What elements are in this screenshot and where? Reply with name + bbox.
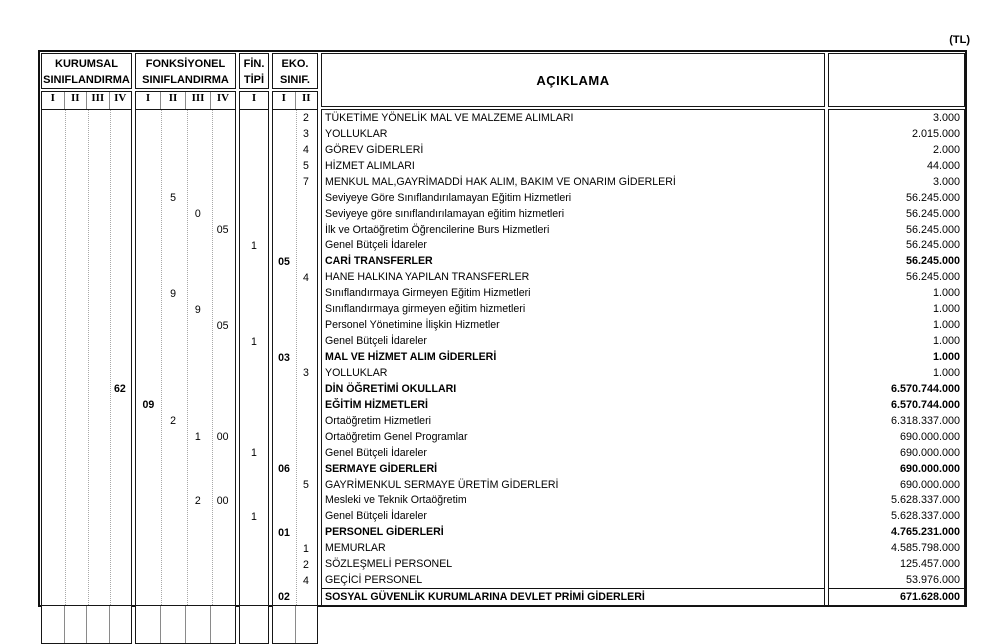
- fonksiyonel-code-row: [136, 110, 235, 126]
- eko-sinif-code-row: [273, 381, 317, 397]
- kurumsal-code-row: [42, 397, 131, 413]
- fin-tipi-code-row: [240, 350, 268, 366]
- amount-row: 56.245.000: [905, 255, 960, 268]
- aciklama-column-header: [321, 53, 825, 107]
- fin-tipi-code-row: [240, 238, 268, 254]
- amount-row: 3.000: [932, 111, 960, 124]
- amount-row: 56.245.000: [905, 271, 960, 284]
- fonksiyonel-code-row: [136, 589, 235, 605]
- fin-tipi-code-row: [240, 366, 268, 382]
- eko-sinif-code-row: [273, 445, 317, 461]
- fonksiyonel-group-header: [135, 53, 236, 89]
- aciklama-row: HİZMET ALIMLARI: [325, 159, 415, 172]
- kurumsal-code-row: [42, 557, 131, 573]
- eko-sinif-code-row: [273, 110, 317, 126]
- eko-sinif-code-row: [273, 525, 317, 541]
- amount-row: 1.000: [932, 287, 960, 300]
- aciklama-row: Sınıflandırmaya girmeyen eğitim hizmetleri: [325, 303, 526, 316]
- aciklama-row: Genel Bütçeli İdareler: [325, 446, 427, 459]
- kurumsal-code-row: [42, 366, 131, 382]
- fonksiyonel-code-row: [136, 318, 235, 334]
- eko-sinif-code-row-cell: 5: [303, 159, 309, 172]
- fonksiyonel-code-row: [136, 429, 235, 445]
- kurumsal-code-row: [42, 238, 131, 254]
- amount-row: 2.015.000: [911, 127, 960, 140]
- amount-column: [828, 109, 965, 606]
- fonksiyonel-level-ii: II: [160, 92, 185, 643]
- amount-row: 4.585.798.000: [890, 542, 960, 555]
- fin-tipi-code-row: [240, 477, 268, 493]
- fin-tipi-code-row: [240, 525, 268, 541]
- fin-tipi-code-row: [240, 174, 268, 190]
- eko-sinif-code-row: [273, 429, 317, 445]
- amount-row: 56.245.000: [905, 223, 960, 236]
- fin-tipi-code-row: [240, 126, 268, 142]
- fonksiyonel-code-row: [136, 158, 235, 174]
- eko-sinif-code-row: [273, 206, 317, 222]
- amount-row: 690.000.000: [899, 430, 960, 443]
- aciklama-row: SÖZLEŞMELİ PERSONEL: [325, 558, 453, 571]
- fin-tipi-code-row: [240, 429, 268, 445]
- kurumsal-code-row: [42, 142, 131, 158]
- eko-sinif-code-row: [273, 589, 317, 605]
- fin-tipi-code-row: [240, 254, 268, 270]
- amount-row: 671.628.000: [829, 588, 964, 605]
- kurumsal-code-row: [42, 302, 131, 318]
- fonksiyonel-code-row-cell: 00: [216, 495, 229, 508]
- kurumsal-code-row: [42, 461, 131, 477]
- aciklama-row: Genel Bütçeli İdareler: [325, 335, 427, 348]
- eko-sinif-code-row-cell: 06: [278, 463, 290, 476]
- kurumsal-code-row: [42, 509, 131, 525]
- fonksiyonel-code-row-cell: 00: [216, 431, 229, 444]
- amount-row: 1.000: [932, 303, 960, 316]
- budget-classification-table: [38, 50, 967, 607]
- fonksiyonel-code-row: [136, 493, 235, 509]
- eko-sinif-code-row-cell: 5: [303, 479, 309, 492]
- eko-sinif-code-row: [273, 158, 317, 174]
- fonksiyonel-level-i: I: [145, 92, 151, 104]
- amount-row: 44.000: [926, 159, 960, 172]
- aciklama-row: YOLLUKLAR: [325, 127, 388, 140]
- fonksiyonel-code-row-cell: 05: [216, 319, 229, 332]
- fonksiyonel-code-row: [136, 254, 235, 270]
- fonksiyonel-code-row: [136, 142, 235, 158]
- eko-sinif-code-row: [273, 238, 317, 254]
- fin-tipi-code-row-cell: 1: [251, 447, 257, 460]
- eko-sinif-group-header: [272, 53, 318, 89]
- aciklama-row: Ortaöğretim Hizmetleri: [325, 414, 431, 427]
- aciklama-row: Ortaöğretim Genel Programlar: [325, 430, 468, 443]
- kurumsal-code-row: [42, 110, 131, 126]
- fonksiyonel-level-iii: III: [185, 92, 210, 643]
- kurumsal-code-row: [42, 222, 131, 238]
- kurumsal-code-row: [42, 525, 131, 541]
- fin-tipi-code-row: [240, 509, 268, 525]
- kurumsal-code-row: [42, 589, 131, 605]
- aciklama-row: YOLLUKLAR: [325, 366, 388, 379]
- amount-row: 6.570.744.000: [890, 382, 960, 395]
- kurumsal-title-line1: KURUMSAL: [55, 58, 118, 70]
- kurumsal-code-row: [42, 381, 131, 397]
- eko-sinif-code-row: [273, 461, 317, 477]
- amount-row: 6.318.337.000: [890, 414, 960, 427]
- kurumsal-code-row: [42, 429, 131, 445]
- eko-sinif-code-row: [273, 174, 317, 190]
- eko-sinif-code-row: [273, 509, 317, 525]
- amount-row: 1.000: [932, 366, 960, 379]
- eko-sinif-code-row-cell: 4: [303, 575, 309, 588]
- aciklama-row: CARİ TRANSFERLER: [325, 255, 433, 268]
- eko-sinif-code-row: [273, 397, 317, 413]
- kurumsal-code-row: [42, 493, 131, 509]
- amount-row: 1.000: [932, 335, 960, 348]
- eko-sinif-code-row-cell: 4: [303, 271, 309, 284]
- fonksiyonel-code-row: [136, 222, 235, 238]
- fonksiyonel-code-row-cell: 9: [194, 303, 201, 316]
- fin-title-line1: FİN.: [243, 58, 265, 70]
- aciklama-row: PERSONEL GİDERLERİ: [325, 526, 444, 539]
- eko-sinif-code-row: [273, 190, 317, 206]
- aciklama-row: Mesleki ve Teknik Ortaöğretim: [325, 494, 467, 507]
- eko-sinif-code-row: [273, 270, 317, 286]
- fonksiyonel-code-row: [136, 445, 235, 461]
- eko-sinif-code-row-cell: 4: [303, 143, 309, 156]
- eko-sinif-code-row-cell: 01: [278, 527, 290, 540]
- fin-tipi-code-row: [240, 142, 268, 158]
- fonksiyonel-code-row: [136, 286, 235, 302]
- eko-sinif-code-row: [273, 318, 317, 334]
- eko-sinif-code-row: [273, 493, 317, 509]
- eko-title-line2: SINIF.: [280, 74, 310, 86]
- kurumsal-code-row: [42, 413, 131, 429]
- amount-row: 690.000.000: [899, 446, 960, 459]
- aciklama-title: AÇIKLAMA: [536, 72, 610, 88]
- kurumsal-code-row: [42, 350, 131, 366]
- kurumsal-code-row: [42, 270, 131, 286]
- fonksiyonel-title-line2: SINIFLANDIRMA: [142, 74, 229, 86]
- amount-row: 690.000.000: [899, 462, 960, 475]
- amount-row: 2.000: [932, 143, 960, 156]
- fonksiyonel-code-row: [136, 190, 235, 206]
- aciklama-row: HANE HALKINA YAPILAN TRANSFERLER: [325, 271, 530, 284]
- fonksiyonel-code-row-cell: 2: [194, 495, 201, 508]
- eko-sinif-code-row-cell: 2: [303, 111, 309, 124]
- fonksiyonel-code-row: [136, 381, 235, 397]
- aciklama-row: İlk ve Ortaöğretim Öğrencilerine Burs Hizmetleri: [325, 223, 550, 236]
- eko-sinif-code-row-cell: 02: [278, 591, 290, 604]
- fin-tipi-code-row: [240, 190, 268, 206]
- fin-tipi-code-row: [240, 461, 268, 477]
- aciklama-row: GÖREV GİDERLERİ: [325, 143, 424, 156]
- fin-tipi-code-row: [240, 557, 268, 573]
- fin-tipi-code-row: [240, 302, 268, 318]
- kurumsal-group-header: [41, 53, 132, 89]
- fin-tipi-code-row: [240, 413, 268, 429]
- kurumsal-code-row: [42, 541, 131, 557]
- aciklama-row: MAL VE HİZMET ALIM GİDERLERİ: [325, 351, 497, 364]
- fin-tipi-code-row: [240, 270, 268, 286]
- kurumsal-code-row: [42, 126, 131, 142]
- fin-tipi-code-row-cell: 1: [251, 239, 257, 252]
- fin-tipi-code-row-cell: 1: [251, 511, 257, 524]
- fin-tipi-code-row: [240, 397, 268, 413]
- amount-row: 125.457.000: [899, 558, 960, 571]
- kurumsal-level-iii: III: [86, 92, 109, 643]
- eko-sinif-code-row: [273, 334, 317, 350]
- eko-sinif-code-row: [273, 413, 317, 429]
- fonksiyonel-code-column: [135, 109, 236, 606]
- eko-sinif-code-row: [273, 477, 317, 493]
- eko-sinif-code-row: [273, 286, 317, 302]
- eko-sinif-code-row: [273, 350, 317, 366]
- aciklama-row: Personel Yönetimine İlişkin Hizmetler: [325, 319, 500, 332]
- amount-row: 1.000: [932, 319, 960, 332]
- fin-tipi-code-row: [240, 445, 268, 461]
- fin-tipi-code-row-cell: 1: [251, 335, 257, 348]
- eko-sinif-code-row: [273, 573, 317, 589]
- amount-column-header: [828, 53, 965, 107]
- amount-row: 56.245.000: [905, 191, 960, 204]
- fin-tipi-group-header: [239, 53, 269, 89]
- fin-tipi-code-row: [240, 541, 268, 557]
- kurumsal-level-ii: II: [64, 92, 87, 643]
- aciklama-row: SERMAYE GİDERLERİ: [325, 462, 438, 475]
- fonksiyonel-code-row: [136, 366, 235, 382]
- fonksiyonel-code-row: [136, 126, 235, 142]
- fonksiyonel-code-row: [136, 413, 235, 429]
- amount-row: 4.765.231.000: [890, 526, 960, 539]
- fonksiyonel-code-row-cell: 05: [216, 223, 229, 236]
- aciklama-row: Seviyeye Göre Sınıflandırılamayan Eğitim Hizmetleri: [325, 191, 572, 204]
- eko-sinif-code-row: [273, 222, 317, 238]
- eko-sinif-code-row-cell: 3: [303, 367, 309, 380]
- kurumsal-code-row: [42, 158, 131, 174]
- eko-sinif-code-row-cell: 05: [278, 255, 290, 268]
- aciklama-row: Genel Bütçeli İdareler: [325, 510, 427, 523]
- aciklama-row: GEÇİCİ PERSONEL: [325, 574, 423, 587]
- eko-sinif-code-row-cell: 3: [303, 127, 309, 140]
- amount-row: 53.976.000: [905, 574, 960, 587]
- eko-level-i: I: [281, 92, 286, 104]
- fonksiyonel-code-row-cell: 9: [170, 287, 177, 300]
- aciklama-row: MENKUL MAL,GAYRİMADDİ HAK ALIM, BAKIM VE ONARIM GİDERLERİ: [325, 175, 676, 188]
- eko-sinif-code-row-cell: 2: [303, 559, 309, 572]
- aciklama-row: GAYRİMENKUL SERMAYE ÜRETİM GİDERLERİ: [325, 478, 559, 491]
- eko-sinif-code-row: [273, 126, 317, 142]
- eko-sinif-code-row: [273, 254, 317, 270]
- aciklama-column: [321, 109, 825, 606]
- fin-tipi-code-row: [240, 110, 268, 126]
- fonksiyonel-code-row: [136, 302, 235, 318]
- kurumsal-code-column: [41, 109, 132, 606]
- fonksiyonel-code-row: [136, 350, 235, 366]
- fonksiyonel-code-row-cell: 2: [170, 415, 177, 428]
- kurumsal-code-row: [42, 174, 131, 190]
- fin-tipi-code-row: [240, 493, 268, 509]
- currency-unit-label: (TL): [949, 34, 970, 46]
- eko-sinif-code-column: [272, 109, 318, 606]
- amount-row: 690.000.000: [899, 478, 960, 491]
- amount-row: 1.000: [932, 351, 960, 364]
- fonksiyonel-code-row: [136, 206, 235, 222]
- fonksiyonel-code-row: [136, 174, 235, 190]
- fin-tipi-code-row: [240, 286, 268, 302]
- eko-sinif-code-row: [273, 541, 317, 557]
- kurumsal-code-row: [42, 318, 131, 334]
- eko-sinif-code-row-cell: 7: [303, 175, 309, 188]
- aciklama-row: DİN ÖĞRETİMİ OKULLARI: [325, 382, 457, 395]
- amount-row: 6.570.744.000: [890, 398, 960, 411]
- fonksiyonel-code-row-cell: 09: [142, 399, 155, 412]
- aciklama-row: Sınıflandırmaya Girmeyen Eğitim Hizmetleri: [325, 287, 531, 300]
- fonksiyonel-code-row: [136, 270, 235, 286]
- amount-row: 56.245.000: [905, 239, 960, 252]
- eko-sinif-code-row: [273, 366, 317, 382]
- aciklama-row: MEMURLAR: [325, 542, 386, 555]
- fonksiyonel-code-row: [136, 573, 235, 589]
- eko-level-ii: II: [295, 92, 318, 643]
- fonksiyonel-code-row: [136, 238, 235, 254]
- fin-tipi-code-row: [240, 318, 268, 334]
- kurumsal-level-iv: IV: [109, 92, 132, 643]
- fin-level-i: I: [251, 92, 257, 104]
- kurumsal-code-row-cell: 62: [113, 383, 126, 396]
- fin-tipi-code-row: [240, 381, 268, 397]
- eko-sinif-code-row-cell: 03: [278, 351, 290, 364]
- eko-sinif-code-row: [273, 302, 317, 318]
- aciklama-row: Seviyeye göre sınıflandırılamayan eğitim hizmetleri: [325, 207, 565, 220]
- kurumsal-code-row: [42, 206, 131, 222]
- amount-row: 5.628.337.000: [890, 494, 960, 507]
- kurumsal-code-row: [42, 445, 131, 461]
- fin-tipi-code-row: [240, 589, 268, 605]
- fin-tipi-code-row: [240, 334, 268, 350]
- fonksiyonel-code-row: [136, 541, 235, 557]
- fonksiyonel-code-row: [136, 397, 235, 413]
- amount-row: 5.628.337.000: [890, 510, 960, 523]
- fonksiyonel-code-row: [136, 461, 235, 477]
- fonksiyonel-level-iv: IV: [210, 92, 235, 643]
- fonksiyonel-code-row-cell: 0: [194, 207, 201, 220]
- kurumsal-title-line2: SINIFLANDIRMA: [43, 74, 130, 86]
- amount-row: 3.000: [932, 175, 960, 188]
- fonksiyonel-title-line1: FONKSİYONEL: [145, 58, 226, 70]
- fonksiyonel-code-row: [136, 557, 235, 573]
- kurumsal-code-row: [42, 286, 131, 302]
- kurumsal-code-row: [42, 254, 131, 270]
- eko-title-line1: EKO.: [281, 58, 309, 70]
- aciklama-row: TÜKETİME YÖNELİK MAL VE MALZEME ALIMLARI: [325, 111, 574, 124]
- fin-tipi-code-row: [240, 206, 268, 222]
- aciklama-row: SOSYAL GÜVENLİK KURUMLARINA DEVLET PRİMİ GİDERLERİ: [322, 588, 824, 605]
- eko-sinif-code-row: [273, 557, 317, 573]
- eko-sinif-code-row: [273, 142, 317, 158]
- aciklama-row: EĞİTİM HİZMETLERİ: [325, 398, 428, 411]
- fin-tipi-code-row: [240, 158, 268, 174]
- fonksiyonel-code-row: [136, 509, 235, 525]
- fonksiyonel-code-row-cell: 1: [194, 431, 201, 444]
- fonksiyonel-code-row: [136, 477, 235, 493]
- kurumsal-code-row: [42, 190, 131, 206]
- fin-tipi-code-column: [239, 109, 269, 606]
- kurumsal-level-i: I: [50, 92, 55, 104]
- kurumsal-code-row: [42, 477, 131, 493]
- fin-tipi-code-row: [240, 222, 268, 238]
- eko-sinif-code-row-cell: 1: [303, 543, 309, 556]
- amount-row: 56.245.000: [905, 207, 960, 220]
- kurumsal-code-row: [42, 334, 131, 350]
- fonksiyonel-code-row: [136, 334, 235, 350]
- kurumsal-code-row: [42, 573, 131, 589]
- aciklama-row: Genel Bütçeli İdareler: [325, 239, 427, 252]
- fonksiyonel-code-row-cell: 5: [170, 191, 177, 204]
- fin-title-line2: TİPİ: [243, 74, 265, 86]
- fonksiyonel-code-row: [136, 525, 235, 541]
- fin-tipi-code-row: [240, 573, 268, 589]
